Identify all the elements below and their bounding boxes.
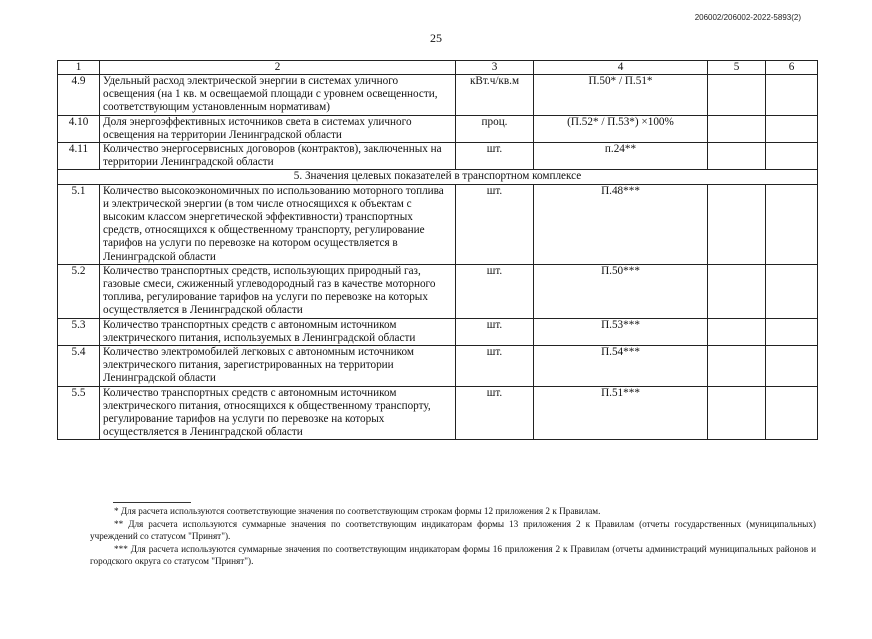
table-row [58, 264, 818, 318]
header-cell: 6 [766, 61, 818, 75]
value-cell [708, 143, 766, 170]
calculation-formula: П.54*** [534, 346, 708, 387]
calculation-formula: П.51*** [534, 386, 708, 440]
value-cell [766, 75, 818, 116]
value-cell [766, 115, 818, 142]
indicator-name: Количество транспортных средств с автономным источником электрического питания, относящихся к общественному транспорту, регулирование тарифов на услуги по перевозке на которых осуществляется в Ленинградской области [100, 386, 456, 440]
page-number: 25 [430, 31, 442, 45]
footnote: ** Для расчета используются суммарные значения по соответствующим индикаторам формы 13 приложения 2 к Правилам (отчеты государственных (муниципальных) учреждений со статусом "Принят"). [90, 518, 816, 542]
value-cell [766, 318, 818, 345]
calculation-formula: П.53*** [534, 318, 708, 345]
unit-of-measure: шт. [456, 318, 534, 345]
calculation-formula: П.48*** [534, 184, 708, 264]
indicator-name: Удельный расход электрической энергии в системах уличного освещения (на 1 кв. м освещаемой площади с уровнем освещенности, соответствующим установленным нормативам) [100, 75, 456, 116]
row-number: 4.9 [58, 75, 100, 116]
table-row [58, 386, 818, 440]
indicator-name: Количество высокоэкономичных по использованию моторного топлива и электрической энергии (в том числе относящихся к объектам с высоким классом энергетической эффективности) транспортных средств, относящихся к общественному транспорту, регулирование тарифов на услуги по перевозке на котором осуществляется в Ленинградской области [100, 184, 456, 264]
value-cell [766, 264, 818, 318]
indicator-name: Количество транспортных средств с автономным источником электрического питания, используемых в Ленинградской области [100, 318, 456, 345]
indicator-name: Количество транспортных средств, использующих природный газ, газовые смеси, сжиженный углеводородный газ в качестве моторного топлива, регулирование тарифов на услуги по перевозке на которых осуществляется в Ленинградской области [100, 264, 456, 318]
value-cell [708, 75, 766, 116]
table-row [58, 184, 818, 264]
footnote: * Для расчета используются соответствующие значения по соответствующим строкам формы 12 приложения 2 к Правилам. [114, 506, 601, 516]
table-row [58, 143, 818, 170]
value-cell [708, 318, 766, 345]
row-number: 4.11 [58, 143, 100, 170]
section-title: 5. Значения целевых показателей в транспортном комплексе [58, 170, 818, 184]
value-cell [708, 264, 766, 318]
value-cell [766, 346, 818, 387]
footnote: *** Для расчета используются суммарные значения по соответствующим индикаторам формы 16 приложения 2 к Правилам (отчеты администраций муниципальных районов и городского округа со статусом "Принят"). [90, 543, 816, 567]
header-cell: 4 [534, 61, 708, 75]
row-number: 5.3 [58, 318, 100, 345]
footnote-divider [113, 502, 191, 503]
row-number: 5.1 [58, 184, 100, 264]
table-row [58, 318, 818, 345]
value-cell [708, 184, 766, 264]
header-cell: 3 [456, 61, 534, 75]
document-id-stamp: 206002/206002-2022-5893(2) [694, 13, 801, 22]
unit-of-measure: шт. [456, 264, 534, 318]
section-header-row [58, 170, 818, 184]
value-cell [708, 386, 766, 440]
unit-of-measure: шт. [456, 143, 534, 170]
value-cell [766, 184, 818, 264]
header-cell: 1 [58, 61, 100, 75]
value-cell [708, 115, 766, 142]
row-number: 5.5 [58, 386, 100, 440]
row-number: 4.10 [58, 115, 100, 142]
unit-of-measure: проц. [456, 115, 534, 142]
indicator-name: Доля энергоэффективных источников света в системах уличного освещения на территории Ленинградской области [100, 115, 456, 142]
calculation-formula: (П.52* / П.53*) ×100% [534, 115, 708, 142]
indicator-name: Количество энергосервисных договоров (контрактов), заключенных на территории Ленинградской области [100, 143, 456, 170]
value-cell [766, 386, 818, 440]
table-row [58, 346, 818, 387]
calculation-formula: п.24** [534, 143, 708, 170]
calculation-formula: П.50* / П.51* [534, 75, 708, 116]
calculation-formula: П.50*** [534, 264, 708, 318]
header-cell: 5 [708, 61, 766, 75]
row-number: 5.2 [58, 264, 100, 318]
unit-of-measure: шт. [456, 346, 534, 387]
row-number: 5.4 [58, 346, 100, 387]
unit-of-measure: шт. [456, 386, 534, 440]
unit-of-measure: шт. [456, 184, 534, 264]
value-cell [766, 143, 818, 170]
table-header-row [58, 61, 818, 75]
footnotes [90, 505, 816, 568]
unit-of-measure: кВт.ч/кв.м [456, 75, 534, 116]
header-cell: 2 [100, 61, 456, 75]
table-row [58, 115, 818, 142]
value-cell [708, 346, 766, 387]
indicator-name: Количество электромобилей легковых с автономным источником электрического питания, зарегистрированных на территории Ленинградской области [100, 346, 456, 387]
indicators-table [57, 60, 818, 440]
table-row [58, 75, 818, 116]
